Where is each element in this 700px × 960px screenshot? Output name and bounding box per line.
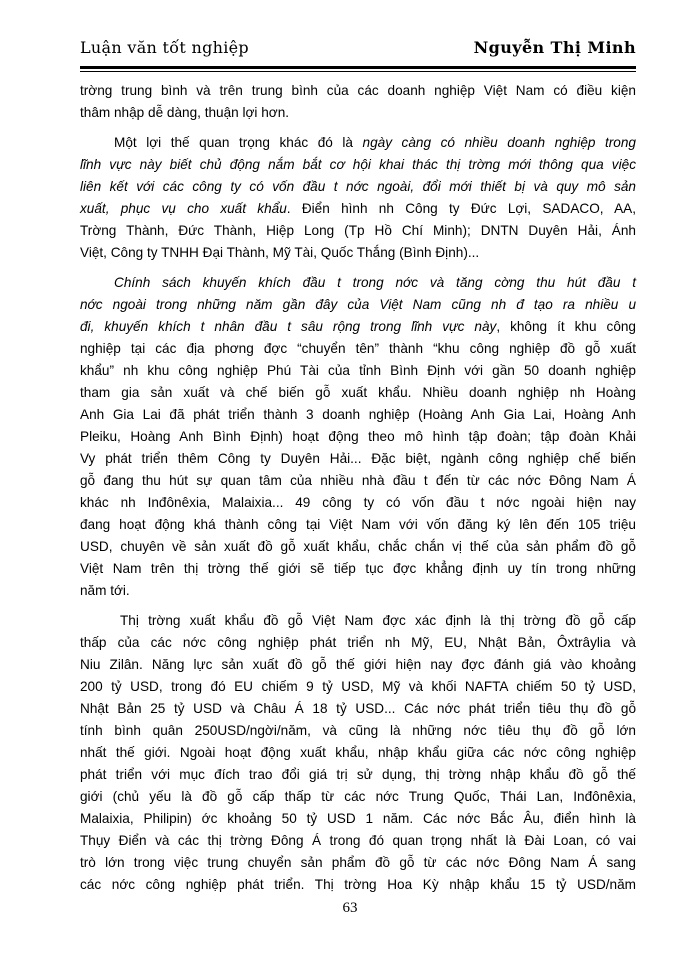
text-line: nớc ngoài trong những năm gần đây của Việt Nam cũng nh đ tạo ra nhiều u [80, 297, 636, 312]
text-line: năm tới. [80, 583, 130, 598]
text-line: Thụy Điển và các thị trờng Đông Á trong đó quan trọng nhất là Đài Loan, có vai [80, 833, 636, 848]
header-author-name: Nguyễn Thị Minh [473, 38, 636, 57]
text-line: Niu Zilân. Năng lực sản xuất đồ gỗ thế giới hiện nay đợc đánh giá vào khoảng [80, 657, 636, 672]
page-number: 63 [342, 900, 358, 916]
page-header [80, 38, 636, 62]
text-line: Vy phát triển thêm Công ty Duyên Hải... Đặc biệt, ngành công nghiệp chế biến [80, 451, 636, 466]
text-line: Pleiku, Hoàng Anh Bình Định) hoạt động theo mô hình tập đoàn; tập đoàn Khải [80, 429, 636, 444]
text-line: gỗ đang thu hút sự quan tâm của nhiều nhà đầu t đến từ các nớc Đông Nam Á [80, 473, 636, 488]
italic-run: ngày càng có nhiều doanh nghiệp trong [362, 135, 636, 150]
text-line: thâm nhập dễ dàng, thuận lợi hơn. [80, 105, 290, 120]
body-text [80, 80, 636, 896]
text-line: Chính sách khuyến khích đầu t trong nớc và tăng cờng thu hút đầu t [114, 275, 636, 290]
text-line: lĩnh vực này biết chủ động nắm bắt cơ hội khai thác thị trờng mới thông qua việc [80, 157, 636, 172]
text-line [80, 198, 636, 220]
paragraph-1 [80, 80, 636, 124]
text-line: đang hoạt động khá thành công tại Việt Nam với vốn đăng ký lên đến 105 triệu [80, 517, 636, 532]
text-line: tính bình quân 250USD/ngời/năm, và cũng là những nớc tiêu thụ đồ gỗ lớn [80, 723, 636, 738]
text-line: trò lớn trong việc trung chuyển sản phẩm đồ gỗ từ các nớc Đông Nam Á sang [80, 855, 636, 870]
text-line: tham gia sản xuất và chế biến gỗ xuất khẩu. Nhiều doanh nghiệp nh Hoàng [80, 385, 636, 400]
text-line: liên kết với các công ty có vốn đầu t nớc ngoài, đổi mới thiết bị và quy mô sản [80, 179, 636, 194]
text-line: Anh Gia Lai đã phát triển thành 3 doanh nghiệp (Hoàng Anh Gia Lai, Hoàng Anh [80, 407, 636, 422]
text-line: khác nh Inđônêxia, Malaixia... 49 công ty có vốn đầu t nớc ngoài hiện nay [80, 495, 636, 510]
italic-run: đi, khuyến khích t nhân đầu t sâu rộng trong lĩnh vực này [80, 319, 497, 334]
text-line: Việt, Công ty TNHH Đại Thành, Mỹ Tài, Quốc Thắng (Bình Định)... [80, 245, 480, 260]
paragraph-3 [80, 272, 636, 602]
text-line: thấp của các nớc công nghiệp phát triển nh Mỹ, EU, Nhật Bản, Ôxtrâylia và [80, 635, 636, 650]
paragraph-2 [80, 132, 636, 264]
text-line [80, 132, 636, 154]
italic-run: xuất, phục vụ cho xuất khẩu [80, 201, 287, 216]
text-line: Trờng Thành, Đức Thành, Hiệp Long (Tp Hồ Chí Minh); DNTN Duyên Hải, Ánh [80, 223, 636, 238]
text-line [80, 316, 636, 338]
text-line: phát triển với mục đích trao đổi giá trị sử dụng, thị trờng nhập khẩu đồ gỗ thế [80, 767, 636, 782]
text-line: các nớc công nghiệp phát triển. Thị trờng Hoa Kỳ nhập khẩu 15 tỷ USD/năm [80, 877, 636, 892]
text-line: giới (chủ yếu là đồ gỗ cấp thấp từ các nớc Trung Quốc, Thái Lan, Inđônêxia, [80, 789, 636, 804]
text-run: Một lợi thế quan trọng khác đó là [114, 135, 363, 150]
header-double-rule [80, 66, 636, 72]
text-line: Nhật Bản 25 tỷ USD và Châu Á 18 tỷ USD... Các nớc phát triển tiêu thụ đồ gỗ [80, 701, 636, 716]
text-line: Việt Nam trên thị trờng thế giới sẽ tiếp tục đợc khẳng định uy tín trong những [80, 561, 636, 576]
text-line: 200 tỷ USD, trong đó EU chiếm 9 tỷ USD, Mỹ và khối NAFTA chiếm 50 tỷ USD, [80, 679, 636, 694]
text-line: trờng trung bình và trên trung bình của các doanh nghiệp Việt Nam có điều kiện [80, 83, 636, 98]
text-line: nhất thế giới. Ngoài hoạt động xuất khẩu, nhập khẩu giữa các nớc công nghiệp [80, 745, 636, 760]
paragraph-4 [80, 610, 636, 896]
header-document-type: Luận văn tốt nghiệp [80, 38, 249, 57]
text-line: khẩu” nh khu công nghiệp Phú Tài của tỉnh Bình Định với gần 50 doanh nghiệp [80, 363, 636, 378]
text-line: nghiệp tại các địa phơng đợc “chuyển tên” thành “khu công nghiệp đồ gỗ xuất [80, 341, 636, 356]
text-run: . Điển hình nh Công ty Đức Lợi, SADACO, AA, [286, 201, 636, 216]
text-line: USD, chuyên về sản xuất đồ gỗ xuất khẩu, chắc chắn vị thế của sản phẩm đồ gỗ [80, 539, 636, 554]
text-line: Thị trờng xuất khẩu đồ gỗ Việt Nam đợc xác định là thị trờng đồ gỗ cấp [120, 613, 636, 628]
text-line: Malaixia, Philipin) ớc khoảng 50 tỷ USD 1 năm. Các nớc Bắc Âu, điển hình là [80, 811, 636, 826]
text-run: , không ít khu công [496, 319, 636, 334]
